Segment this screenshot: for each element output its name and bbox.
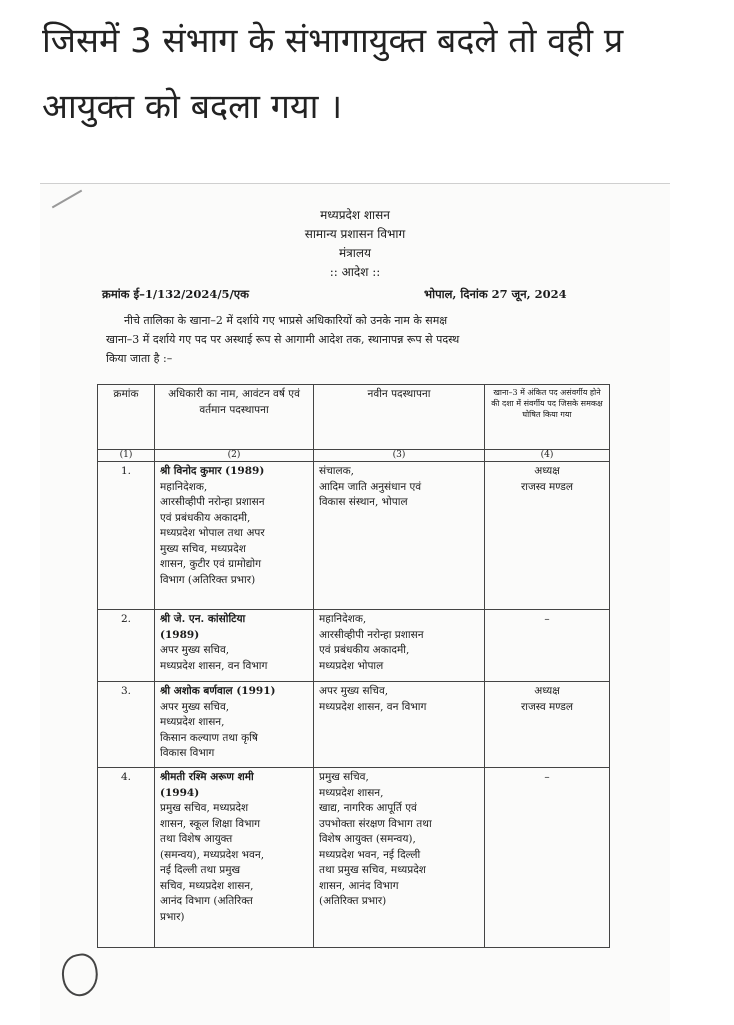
current-post-line: शासन, स्कूल शिक्षा विभाग xyxy=(160,817,261,830)
header-serial: क्रमांक xyxy=(98,385,155,450)
current-post-line: मध्यप्रदेश शासन, xyxy=(160,716,225,728)
current-post-line: शासन, कुटीर एवं ग्रामोद्योग xyxy=(160,558,262,570)
new-posting-cell xyxy=(314,682,485,768)
column-number-row xyxy=(98,450,610,462)
current-post-line: महानिदेशक, xyxy=(160,480,208,493)
new-post-line: अपर मुख्य सचिव, xyxy=(319,685,389,697)
current-post-line: नई दिल्ली तथा प्रमुख xyxy=(160,864,241,876)
doc-header-state: मध्यप्रदेश शासन xyxy=(320,208,390,222)
row-serial: 1. xyxy=(98,462,155,610)
current-post-line: प्रभार) xyxy=(160,910,185,923)
officer-cell xyxy=(155,768,314,948)
signature-mark xyxy=(59,951,102,999)
new-post-line: एवं प्रबंधकीय अकादमी, xyxy=(319,644,410,656)
new-posting-cell xyxy=(314,610,485,682)
order-date: भोपाल, दिनांक 27 जून, 2024 xyxy=(424,287,567,301)
col-num: (2) xyxy=(155,450,314,462)
table-row xyxy=(98,462,610,610)
header-new-posting: नवीन पदस्थापना xyxy=(314,385,485,450)
current-post-line: प्रमुख सचिव, मध्यप्रदेश xyxy=(160,802,249,814)
current-post-line: तथा विशेष आयुक्त xyxy=(160,833,233,845)
current-post-line: आनंद विभाग (अतिरिक्त xyxy=(160,895,253,907)
new-post-line: आदिम जाति अनुसंधान एवं xyxy=(319,480,422,493)
current-post-line: सचिव, मध्यप्रदेश शासन, xyxy=(160,879,254,892)
col-num: (3) xyxy=(314,450,485,462)
new-post-line: मध्यप्रदेश भवन, नई दिल्ली xyxy=(319,848,421,861)
current-post-line: मुख्य सचिव, मध्यप्रदेश xyxy=(160,542,246,555)
new-post-line: (अतिरिक्त प्रभार) xyxy=(319,895,387,907)
new-post-line: प्रमुख सचिव, xyxy=(319,771,369,783)
new-post-line: उपभोक्ता संरक्षण विभाग तथा xyxy=(319,817,432,830)
current-post-line: (समन्वय), मध्यप्रदेश भवन, xyxy=(160,848,265,861)
officer-name: श्री अशोक बर्णवाल (1991) xyxy=(160,685,276,697)
row-serial: 3. xyxy=(98,682,155,768)
current-post-line: मध्यप्रदेश भोपाल तथा अपर xyxy=(160,527,265,539)
para-line: खाना–3 में दर्शाये गए पद पर अस्थाई रूप से आगामी आदेश तक, स्थानापन्न रूप से पदस्थ xyxy=(106,333,460,346)
equivalent-cell xyxy=(485,610,610,682)
col-num: (1) xyxy=(98,450,155,462)
headline-line-1: जिसमें 3 संभाग के संभागायुक्त बदले तो वही प्र xyxy=(42,21,624,61)
table-row xyxy=(98,610,610,682)
post-headline xyxy=(42,0,734,136)
officer-batch: (1989) xyxy=(160,628,200,641)
officer-cell xyxy=(155,462,314,610)
officer-batch: (1994) xyxy=(160,786,200,799)
officer-name: श्रीमती रश्मि अरूण शमी xyxy=(160,771,254,783)
equivalent-line: – xyxy=(544,771,550,783)
order-number: क्रमांक ई–1/132/2024/5/एक xyxy=(102,287,249,301)
officer-name: श्री विनोद कुमार (1989) xyxy=(160,465,265,477)
current-post-line: विकास विभाग xyxy=(160,747,215,759)
order-document-image xyxy=(40,183,670,1025)
new-post-line: संचालक, xyxy=(319,465,355,477)
row-serial: 4. xyxy=(98,768,155,948)
current-post-line: किसान कल्याण तथा कृषि xyxy=(160,731,258,744)
doc-header-order: :: आदेश :: xyxy=(329,265,381,279)
new-post-line: तथा प्रमुख सचिव, मध्यप्रदेश xyxy=(319,864,426,876)
table-header-row xyxy=(98,385,610,450)
new-posting-cell xyxy=(314,462,485,610)
current-post-line: विभाग (अतिरिक्त प्रभार) xyxy=(160,573,256,586)
equivalent-line: अध्यक्ष xyxy=(534,465,560,477)
new-post-line: शासन, आनंद विभाग xyxy=(319,879,399,892)
new-post-line: महानिदेशक, xyxy=(319,613,367,625)
equivalent-cell xyxy=(485,768,610,948)
new-post-line: विशेष आयुक्त (समन्वय), xyxy=(319,833,416,845)
table-row xyxy=(98,768,610,948)
officer-cell xyxy=(155,610,314,682)
current-post-line: मध्यप्रदेश शासन, वन विभाग xyxy=(160,659,268,672)
col-num: (4) xyxy=(485,450,610,462)
headline-line-2: आयुक्त को बदला गया । xyxy=(42,87,343,127)
new-post-line: मध्यप्रदेश शासन, xyxy=(319,786,384,799)
row-serial: 2. xyxy=(98,610,155,682)
officer-name: श्री जे. एन. कांसोटिया xyxy=(160,613,246,625)
equivalent-cell xyxy=(485,682,610,768)
current-post-line: अपर मुख्य सचिव, xyxy=(160,700,230,713)
para-line: किया जाता है :– xyxy=(106,352,173,365)
equivalent-line: अध्यक्ष xyxy=(534,685,560,697)
order-paragraph xyxy=(106,311,596,368)
current-post-line: एवं प्रबंधकीय अकादमी, xyxy=(160,511,251,524)
doc-header-department: सामान्य प्रशासन विभाग xyxy=(304,227,406,241)
posting-table xyxy=(97,384,610,948)
new-post-line: आरसीव्हीपी नरोन्हा प्रशासन xyxy=(319,628,424,641)
current-post-line: आरसीव्हीपी नरोन्हा प्रशासन xyxy=(160,496,265,508)
equivalent-line: राजस्व मण्डल xyxy=(520,700,574,713)
para-line: नीचे तालिका के खाना–2 में दर्शाये गए भाप्रसे अधिकारियों को उनके नाम के समक्ष xyxy=(124,314,448,327)
new-post-line: मध्यप्रदेश भोपाल xyxy=(319,659,384,672)
current-post-line: अपर मुख्य सचिव, xyxy=(160,644,230,656)
equivalent-cell xyxy=(485,462,610,610)
equivalent-line: राजस्व मण्डल xyxy=(520,480,574,493)
header-equivalent: खाना–3 में अंकित पद असंवर्गीय होने की दशा में संवर्गीय पद जिसके समकक्ष घोषित किया गया xyxy=(485,385,610,450)
new-post-line: विकास संस्थान, भोपाल xyxy=(319,496,408,508)
header-officer: अधिकारी का नाम, आवंटन वर्ष एवं वर्तमान पदस्थापना xyxy=(155,385,314,450)
doc-header-ministry: मंत्रालय xyxy=(338,246,371,260)
new-posting-cell xyxy=(314,768,485,948)
new-post-line: मध्यप्रदेश शासन, वन विभाग xyxy=(319,700,427,713)
equivalent-line: – xyxy=(544,613,550,625)
table-row xyxy=(98,682,610,768)
officer-cell xyxy=(155,682,314,768)
new-post-line: खाद्य, नागरिक आपूर्ति एवं xyxy=(319,802,417,814)
